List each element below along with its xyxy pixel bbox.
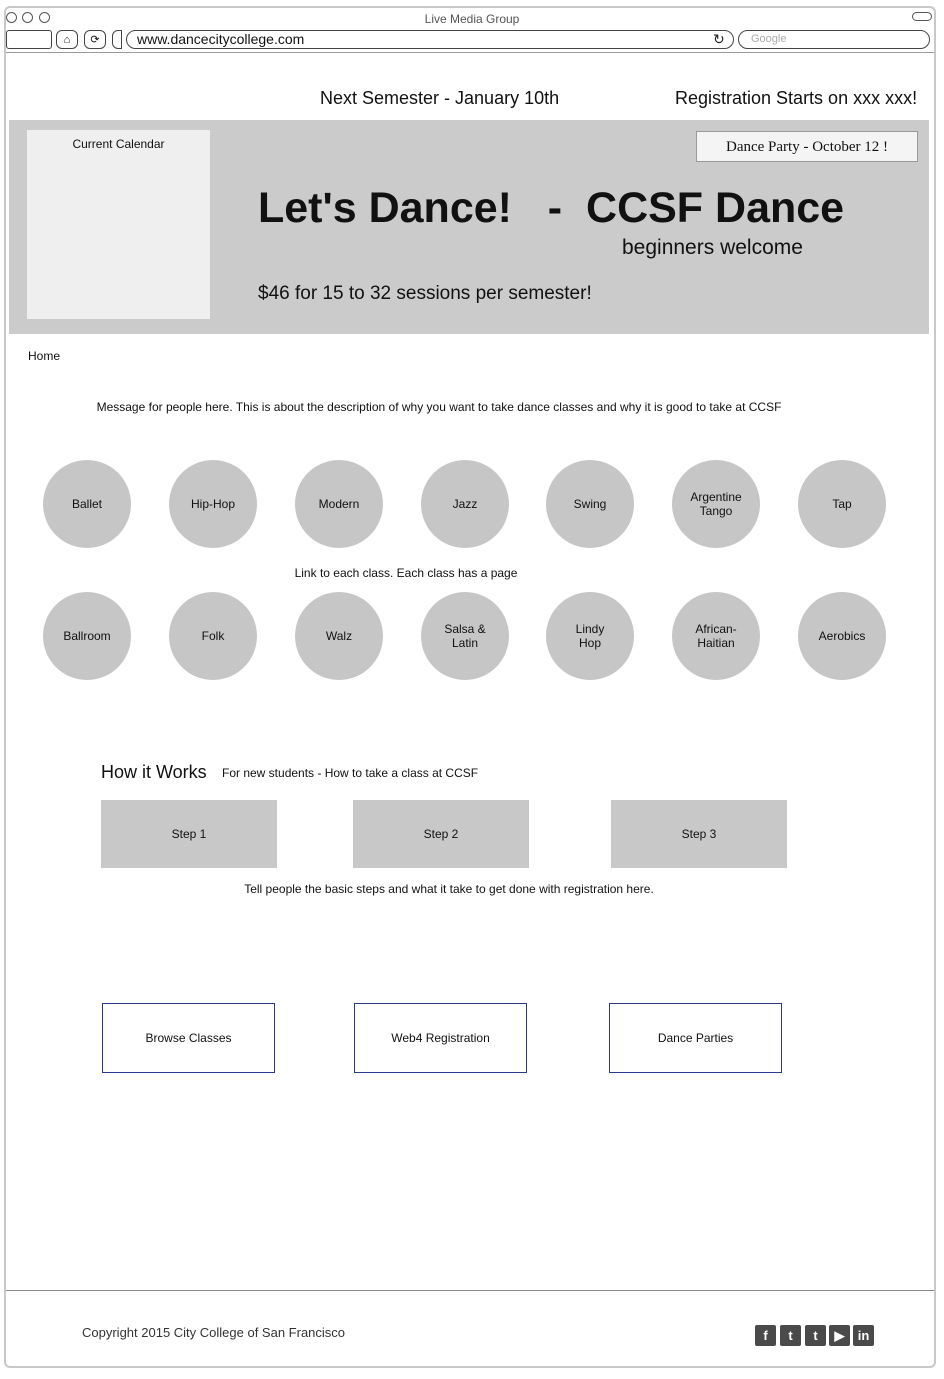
class-argentine-tango[interactable]: Argentine Tango xyxy=(672,460,760,548)
classes-note: Link to each class. Each class has a page xyxy=(294,566,518,580)
home-icon[interactable]: ⌂ xyxy=(56,30,78,49)
twitter-icon[interactable]: t xyxy=(780,1325,801,1346)
browse-classes-button[interactable]: Browse Classes xyxy=(102,1003,275,1073)
price-text: $46 for 15 to 32 sessions per semester! xyxy=(258,283,592,304)
class-african-haitian[interactable]: African- Haitian xyxy=(672,592,760,680)
address-bar-cap xyxy=(112,30,122,49)
linkedin-icon[interactable]: in xyxy=(853,1325,874,1346)
dance-parties-button[interactable]: Dance Parties xyxy=(609,1003,782,1073)
step-3: Step 3 xyxy=(611,800,787,868)
next-semester-text: Next Semester - January 10th xyxy=(320,88,560,108)
class-swing[interactable]: Swing xyxy=(546,460,634,548)
copyright-text: Copyright 2015 City College of San Francisco xyxy=(82,1325,346,1340)
class-ballet[interactable]: Ballet xyxy=(43,460,131,548)
refresh-icon[interactable]: ⟳ xyxy=(84,30,106,49)
class-folk[interactable]: Folk xyxy=(169,592,257,680)
dance-party-button[interactable]: Dance Party - October 12 ! xyxy=(696,131,918,162)
calendar-label: Current Calendar xyxy=(72,137,165,151)
web4-registration-button[interactable]: Web4 Registration xyxy=(354,1003,527,1073)
youtube-icon[interactable]: ▶ xyxy=(829,1325,850,1346)
page-headline: Let's Dance! - CCSF Dance xyxy=(258,184,845,232)
class-hip-hop[interactable]: Hip-Hop xyxy=(169,460,257,548)
class-jazz[interactable]: Jazz xyxy=(421,460,509,548)
class-walz[interactable]: Walz xyxy=(295,592,383,680)
intro-message: Message for people here. This is about the description of why you want to take dance classes and why it is good to take at CCSF xyxy=(96,400,782,414)
toolbar-toggle-icon[interactable] xyxy=(912,12,932,21)
reload-icon[interactable]: ↻ xyxy=(713,31,725,47)
class-lindy-hop[interactable]: Lindy Hop xyxy=(546,592,634,680)
step-1: Step 1 xyxy=(101,800,277,868)
current-calendar[interactable] xyxy=(27,130,210,319)
class-ballroom[interactable]: Ballroom xyxy=(43,592,131,680)
search-input[interactable]: Google xyxy=(738,30,930,49)
address-bar[interactable]: www.dancecitycollege.com xyxy=(126,30,734,49)
facebook-icon[interactable]: f xyxy=(755,1325,776,1346)
breadcrumb-home[interactable]: Home xyxy=(28,349,61,363)
step-2: Step 2 xyxy=(353,800,529,868)
how-it-works-subtitle: For new students - How to take a class at CCSF xyxy=(222,766,479,780)
footer-divider xyxy=(6,1290,934,1291)
steps-note: Tell people the basic steps and what it take to get done with registration here. xyxy=(244,882,654,896)
window-title: Live Media Group xyxy=(424,12,520,26)
how-it-works-title: How it Works xyxy=(101,762,207,782)
class-aerobics[interactable]: Aerobics xyxy=(798,592,886,680)
class-modern[interactable]: Modern xyxy=(295,460,383,548)
class-salsa-latin[interactable]: Salsa & Latin xyxy=(421,592,509,680)
back-forward-buttons[interactable] xyxy=(6,30,52,49)
page-subheadline: beginners welcome xyxy=(622,236,803,259)
tumblr-icon[interactable]: t xyxy=(805,1325,826,1346)
registration-text: Registration Starts on xxx xxx! xyxy=(675,88,918,108)
class-tap[interactable]: Tap xyxy=(798,460,886,548)
